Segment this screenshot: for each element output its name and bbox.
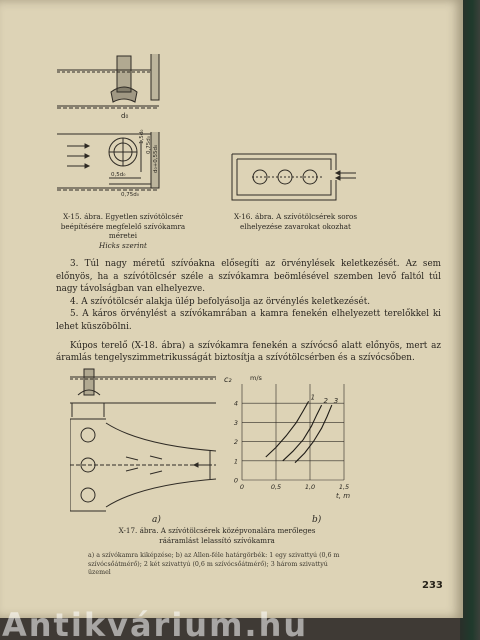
- y-tick-label: 0: [233, 476, 238, 485]
- series-line-3: [295, 405, 332, 463]
- caption-line: X-16. ábra. A szívótölcsérek soros: [233, 212, 358, 221]
- figure-x17-legend-text: a) a szívókamra kiképzése; b) az Allen-féle határgörbék: 1 egy szivattyú (0,6 m szívócsőátmérő); 2 két szivattyú (0,6 m szívócsőátmérő); 3 három szivattyú üzemel: [88, 552, 340, 577]
- dim-label: 1,5d₀: [139, 129, 145, 144]
- figure-x16-drawing: [228, 150, 358, 205]
- dim-label: d₀: [121, 112, 129, 120]
- y-axis-label: c₂: [224, 375, 232, 384]
- figure-x15-dimensions: [55, 48, 180, 208]
- y-axis-unit: m/s: [250, 374, 262, 382]
- paragraph: 4. A szívótölcsér alakja ülép befolyásolja az örvénylés keletkezését.: [70, 296, 371, 307]
- series-label-1: 1: [310, 393, 316, 402]
- x-tick-label: 1,0: [304, 483, 316, 491]
- body-text: [56, 258, 441, 365]
- dim-label: 0,5d₀: [111, 172, 126, 178]
- figure-x17-part-a-label: a): [152, 515, 161, 525]
- x-tick-label: 1,5: [338, 483, 350, 491]
- figure-x17-part-b-label: b): [312, 515, 322, 525]
- dim-label: 0,75d₀: [146, 136, 152, 154]
- figure-x15-caption: [48, 212, 198, 250]
- dim-label: 0,75d₀: [121, 192, 139, 198]
- y-tick-label: 3: [233, 418, 238, 427]
- dim-label: d₀+0,55d₀: [153, 144, 159, 173]
- caption-line: beépítésére megfelelő szívókamra méretei: [60, 221, 186, 241]
- caption-line: rááramlást lelassító szívókamra: [159, 535, 275, 545]
- figure-x17b-chart: [218, 370, 358, 500]
- figure-x17-caption: [72, 526, 362, 545]
- series-line-1: [266, 401, 309, 457]
- book-spine: [460, 0, 480, 640]
- x-tick-label: 0,5: [270, 483, 282, 491]
- x-tick-label: 0: [239, 483, 245, 491]
- caption-credit: Hicks szerint: [99, 240, 147, 250]
- paragraph: Kúpos terelő (X-18. ábra) a szívókamra fenekén a szívócső alatt előnyös, mert az áramlás tengelyszimmetrikusságát biztosítja a szívótölcsérben és a szívócsőben.: [56, 340, 441, 364]
- caption-line: X-17. ábra. A szívótölcsérek középvonalára merőleges: [118, 526, 316, 535]
- figure-x16-caption: [228, 212, 363, 231]
- caption-line: elhelyezése zavarokat okozhat: [240, 221, 351, 231]
- x-axis-label: t, m: [336, 492, 351, 500]
- series-label-2: 2: [323, 397, 329, 406]
- series-label-3: 3: [333, 397, 339, 406]
- page-number: 233: [422, 580, 443, 591]
- y-tick-label: 2: [233, 438, 238, 447]
- y-tick-label: 1: [233, 457, 238, 466]
- paragraph: 3. Túl nagy méretű szívóakna elősegíti az örvénylések keletkezését. Az sem előnyös, ha a szívótölcsér széle a szívókamra beömlésével szemben levő faltól túl nagy távolságban van elhelyezve.: [56, 259, 441, 295]
- paragraph: 5. A káros örvénylést a szívókamrában a kamra fenekén elhelyezett terelőkkel ki lehet küszöbölni.: [56, 309, 441, 332]
- figure-x17a-drawing: [70, 365, 220, 515]
- caption-line: X-15. ábra. Egyetlen szívótölcsér: [63, 212, 183, 221]
- watermark-text: Antikvárium.hu: [2, 606, 309, 640]
- y-tick-label: 4: [233, 399, 238, 408]
